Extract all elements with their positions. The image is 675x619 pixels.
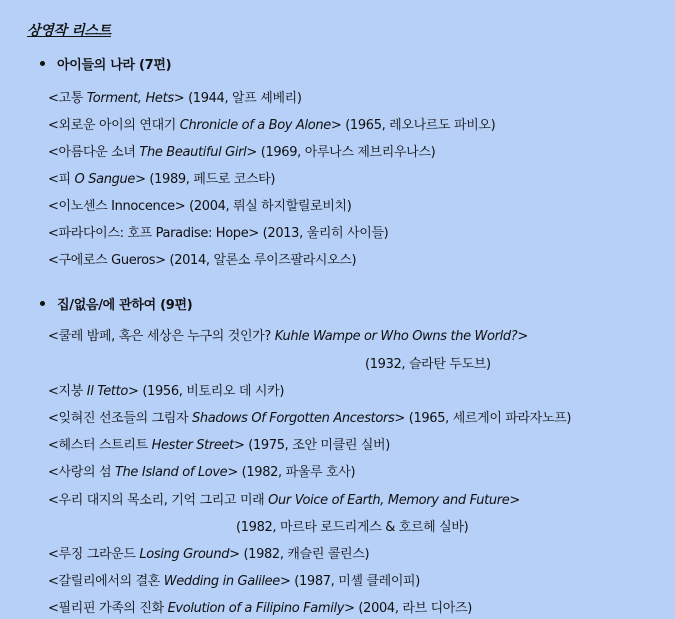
film-item: <사랑의 섬 The Island of Love> (1982, 파울루 호사) (48, 465, 356, 480)
film-item: <지붕 Il Tetto> (1956, 비토리오 데 시카) (48, 384, 285, 399)
film-item: <쿨레 밤페, 혹은 세상은 누구의 것인가? Kuhle Wampe or Who Owns the World?> (48, 329, 528, 344)
film-item: <구에로스 Gueros> (2014, 알론소 루이즈팔라시오스) (48, 253, 357, 268)
film-item: <헤스터 스트리트 Hester Street> (1975, 조안 미클린 실버) (48, 438, 390, 453)
film-item: <루징 그라운드 Losing Ground> (1982, 캐슬린 콜린스) (48, 547, 370, 562)
section-title-text: 아이들의 나라 (7편) (57, 58, 172, 73)
film-item: <외로운 아이의 연대기 Chronicle of a Boy Alone> (1965, 레오나르도 파비오) (48, 118, 496, 133)
film-item: <이노센스 Innocence> (2004, 뤼실 하지할릴로비치) (48, 199, 352, 214)
film-item-continuation: (1982, 마르타 로드리게스 & 호르헤 실바) (236, 520, 469, 535)
film-item: <피 O Sangue> (1989, 페드로 코스타) (48, 172, 276, 187)
film-item-continuation: (1932, 슬라탄 두도브) (365, 357, 491, 372)
bullet-icon (40, 301, 45, 306)
film-item: <갈릴리에서의 결혼 Wedding in Galilee> (1987, 미셸 클레이피) (48, 574, 420, 589)
list-heading: 상영작 리스트 (27, 23, 111, 39)
section-title-text: 집/없음/에 관하여 (9편) (57, 298, 193, 313)
film-item: <고통 Torment, Hets> (1944, 알프 셰베리) (48, 91, 302, 106)
bullet-icon (40, 61, 45, 66)
film-item: <우리 대지의 목소리, 기억 그리고 미래 Our Voice of Earth, Memory and Future> (48, 493, 520, 508)
film-item: <필리핀 가족의 진화 Evolution of a Filipino Family> (2004, 라브 디아즈) (48, 601, 472, 616)
section-title-home (40, 294, 192, 313)
section-title-children (40, 54, 171, 73)
film-item: <아름다운 소녀 The Beautiful Girl> (1969, 아루나스 제브리우나스) (48, 145, 436, 160)
film-item: <파라다이스: 호프 Paradise: Hope> (2013, 울리히 사이들) (48, 226, 389, 241)
film-item: <잊혀진 선조들의 그림자 Shadows Of Forgotten Ancestors> (1965, 세르게이 파라자노프) (48, 411, 572, 426)
